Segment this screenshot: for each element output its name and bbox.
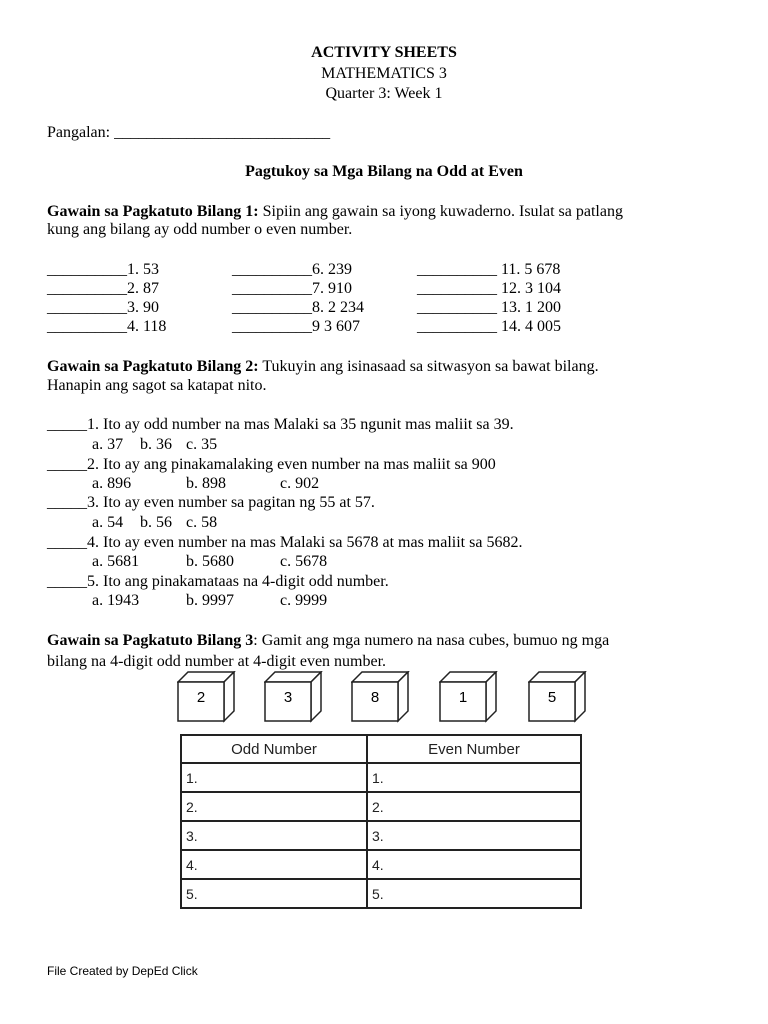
- a2-choice-b: b. 36: [140, 436, 172, 453]
- a2-question: _____4. Ito ay even number na mas Malaki sa 5678 at mas maliit sa 5682.: [47, 534, 523, 551]
- a1-col2-item: __________9 3 607: [232, 318, 360, 335]
- a2-choice-b: b. 56: [140, 514, 172, 531]
- a1-col2-item: __________6. 239: [232, 261, 352, 278]
- odd-answer-cell[interactable]: 5.: [181, 879, 367, 908]
- cube-digit: 2: [196, 689, 206, 706]
- a2-choice-b: b. 5680: [186, 553, 234, 570]
- a1-col2-item: __________8. 2 234: [232, 299, 364, 316]
- cube-digit: 3: [283, 689, 293, 706]
- activity2-instruction-2: Hanapin ang sagot sa katapat nito.: [47, 377, 267, 394]
- table-row: [181, 763, 581, 792]
- table-row: [181, 850, 581, 879]
- odd-answer-cell[interactable]: 4.: [181, 850, 367, 879]
- activity3-heading: Gawain sa Pagkatuto Bilang 3: [47, 632, 254, 649]
- activity1-heading: Gawain sa Pagkatuto Bilang 1:: [47, 203, 259, 220]
- activity1-instruction-2: kung ang bilang ay odd number o even number.: [47, 221, 353, 238]
- a1-col2-item: __________7. 910: [232, 280, 352, 297]
- even-answer-cell[interactable]: 5.: [367, 879, 581, 908]
- a2-choice-c: c. 5678: [280, 553, 328, 570]
- even-answer-cell[interactable]: 2.: [367, 792, 581, 821]
- worksheet-subject: MATHEMATICS 3: [321, 65, 447, 82]
- activity3-instruction-2: bilang na 4-digit odd number at 4-digit even number.: [47, 653, 387, 670]
- even-number-header: Even Number: [367, 735, 581, 763]
- a2-choice-b: b. 9997: [186, 592, 234, 609]
- a2-choice-a: a. 5681: [92, 553, 140, 570]
- a1-col3-item: __________ 14. 4 005: [417, 318, 561, 335]
- odd-answer-cell[interactable]: 1.: [181, 763, 367, 792]
- activity2-line1: [47, 358, 599, 376]
- worksheet-period: Quarter 3: Week 1: [325, 85, 443, 102]
- a2-choice-b: b. 898: [186, 475, 226, 492]
- activity1-line1: [47, 203, 623, 221]
- activity2-instruction-1: Tukuyin ang isinasaad sa sitwasyon sa bawat bilang.: [262, 358, 599, 375]
- a2-choice-c: c. 58: [186, 514, 218, 531]
- a1-col1-item: __________1. 53: [47, 261, 159, 278]
- number-cube: [351, 671, 411, 723]
- cube-digit: 1: [458, 689, 468, 706]
- activity2-heading: Gawain sa Pagkatuto Bilang 2:: [47, 358, 259, 375]
- a2-choice-a: a. 896: [92, 475, 132, 492]
- a2-choice-a: a. 1943: [92, 592, 140, 609]
- a1-col1-item: __________2. 87: [47, 280, 159, 297]
- a2-question: _____3. Ito ay even number sa pagitan ng 55 at 57.: [47, 494, 375, 511]
- a2-choice-c: c. 35: [186, 436, 218, 453]
- even-answer-cell[interactable]: 1.: [367, 763, 581, 792]
- a2-question: _____5. Ito ang pinakamataas na 4-digit odd number.: [47, 573, 389, 590]
- table-row: [181, 821, 581, 850]
- activity3-instruction-1: : Gamit ang mga numero na nasa cubes, bumuo ng mga: [253, 632, 610, 649]
- a2-question: _____2. Ito ay ang pinakamalaking even number na mas maliit sa 900: [47, 456, 496, 473]
- a2-question: _____1. Ito ay odd number na mas Malaki sa 35 ngunit mas maliit sa 39.: [47, 416, 514, 433]
- odd-number-header: Odd Number: [181, 735, 367, 763]
- a1-col1-item: __________4. 118: [47, 318, 167, 335]
- name-field-label: Pangalan: ___________________________: [47, 124, 331, 141]
- activity3-line1: [47, 632, 609, 650]
- a2-choice-a: a. 37: [92, 436, 124, 453]
- a1-col3-item: __________ 13. 1 200: [417, 299, 561, 316]
- a2-choice-c: c. 902: [280, 475, 320, 492]
- even-answer-cell[interactable]: 3.: [367, 821, 581, 850]
- a2-choice-a: a. 54: [92, 514, 124, 531]
- cube-digit: 8: [370, 689, 380, 706]
- cube-digit: 5: [547, 689, 557, 706]
- even-answer-cell[interactable]: 4.: [367, 850, 581, 879]
- number-cube: [528, 671, 588, 723]
- a1-col1-item: __________3. 90: [47, 299, 159, 316]
- number-cube: [177, 671, 237, 723]
- odd-answer-cell[interactable]: 2.: [181, 792, 367, 821]
- number-cube: [264, 671, 324, 723]
- number-cube: [439, 671, 499, 723]
- a1-col3-item: __________ 12. 3 104: [417, 280, 561, 297]
- table-header-row: [181, 735, 581, 763]
- odd-answer-cell[interactable]: 3.: [181, 821, 367, 850]
- footer-credit: File Created by DepEd Click: [47, 964, 198, 978]
- activity1-instruction-1: Sipiin ang gawain sa iyong kuwaderno. Isulat sa patlang: [262, 203, 623, 220]
- answer-table: [180, 734, 582, 909]
- table-row: [181, 792, 581, 821]
- worksheet-title: ACTIVITY SHEETS: [311, 44, 457, 61]
- table-row: [181, 879, 581, 908]
- a2-choice-c: c. 9999: [280, 592, 328, 609]
- a1-col3-item: __________ 11. 5 678: [417, 261, 561, 278]
- topic-title: Pagtukoy sa Mga Bilang na Odd at Even: [245, 163, 523, 180]
